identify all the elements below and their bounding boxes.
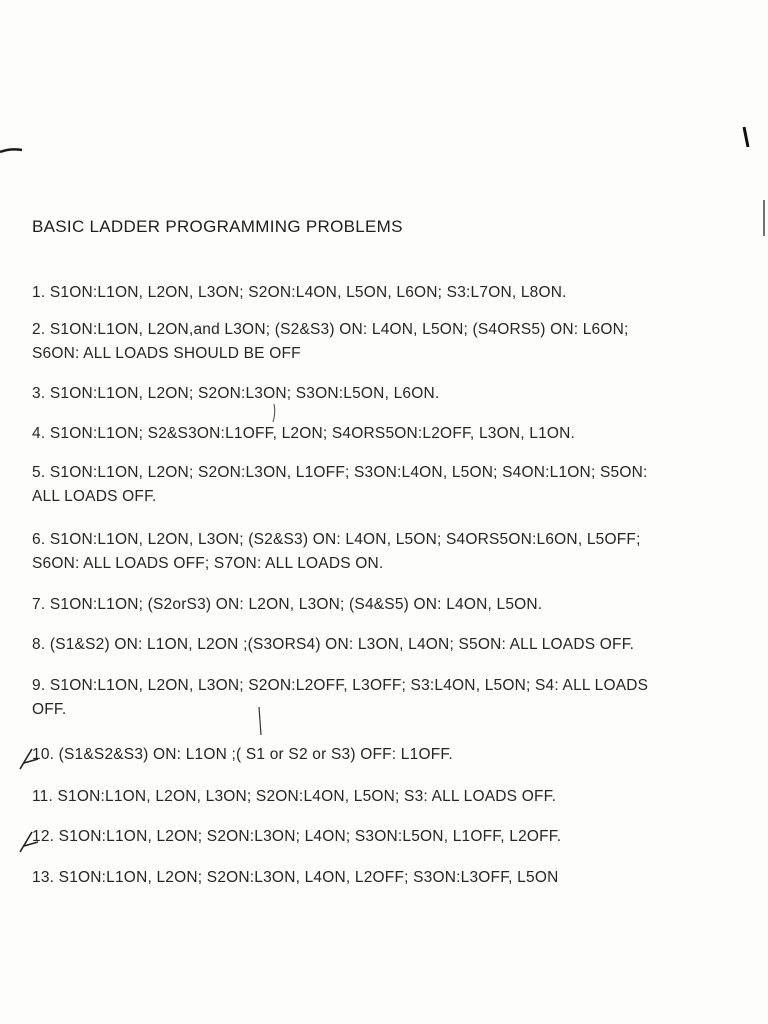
problem-line: 13. S1ON:L1ON, L2ON; S2ON:L3ON, L4ON, L2OFF; S3ON:L3OFF, L5ON	[32, 869, 559, 886]
problem-line: OFF.	[32, 701, 67, 718]
scan-edge-mark-left	[0, 140, 30, 160]
problem-item	[32, 743, 732, 767]
problem-line: 4. S1ON:L1ON; S2&S3ON:L1OFF, L2ON; S4ORS5ON:L2OFF, L3ON, L1ON.	[32, 425, 576, 442]
problem-item	[32, 633, 732, 657]
problem-item	[32, 422, 732, 446]
scan-edge-mark-right-lower	[760, 200, 768, 240]
problem-line: S6ON: ALL LOADS OFF; S7ON: ALL LOADS ON.	[32, 555, 384, 572]
problem-line: S6ON: ALL LOADS SHOULD BE OFF	[32, 345, 301, 362]
problem-line: 6. S1ON:L1ON, L2ON, L3ON; (S2&S3) ON: L4ON, L5ON; S4ORS5ON:L6ON, L5OFF;	[32, 531, 641, 548]
problem-item	[32, 382, 732, 406]
problem-line: 2. S1ON:L1ON, L2ON,and L3ON; (S2&S3) ON: L4ON, L5ON; (S4ORS5) ON: L6ON;	[32, 321, 629, 338]
problem-item	[32, 866, 732, 890]
scan-edge-mark-right	[740, 125, 754, 151]
document-title: BASIC LADDER PROGRAMMING PROBLEMS	[32, 217, 403, 236]
problem-line: 1. S1ON:L1ON, L2ON, L3ON; S2ON:L4ON, L5ON, L6ON; S3:L7ON, L8ON.	[32, 284, 567, 301]
problem-line: 12. S1ON:L1ON, L2ON; S2ON:L3ON; L4ON; S3ON:L5ON, L1OFF, L2OFF.	[32, 828, 562, 845]
problem-item	[32, 281, 732, 305]
problem-line: 10. (S1&S2&S3) ON: L1ON ;( S1 or S2 or S3) OFF: L1OFF.	[32, 746, 453, 763]
problem-line: 7. S1ON:L1ON; (S2orS3) ON: L2ON, L3ON; (S4&S5) ON: L4ON, L5ON.	[32, 596, 543, 613]
problem-item	[32, 593, 732, 617]
problem-item	[32, 674, 732, 722]
problem-line: 8. (S1&S2) ON: L1ON, L2ON ;(S3ORS4) ON: L3ON, L4ON; S5ON: ALL LOADS OFF.	[32, 636, 635, 653]
problem-line: 11. S1ON:L1ON, L2ON, L3ON; S2ON:L4ON, L5ON; S3: ALL LOADS OFF.	[32, 788, 557, 805]
problem-line: 9. S1ON:L1ON, L2ON, L3ON; S2ON:L2OFF, L3OFF; S3:L4ON, L5ON; S4: ALL LOADS	[32, 677, 649, 694]
problem-item	[32, 528, 732, 576]
problem-item	[32, 825, 732, 849]
problem-item	[32, 318, 732, 366]
problem-line: 5. S1ON:L1ON, L2ON; S2ON:L3ON, L1OFF; S3ON:L4ON, L5ON; S4ON:L1ON; S5ON:	[32, 464, 648, 481]
problem-item	[32, 461, 732, 509]
problem-line: 3. S1ON:L1ON, L2ON; S2ON:L3ON; S3ON:L5ON, L6ON.	[32, 385, 440, 402]
problem-line: ALL LOADS OFF.	[32, 488, 157, 505]
problem-item	[32, 785, 732, 809]
